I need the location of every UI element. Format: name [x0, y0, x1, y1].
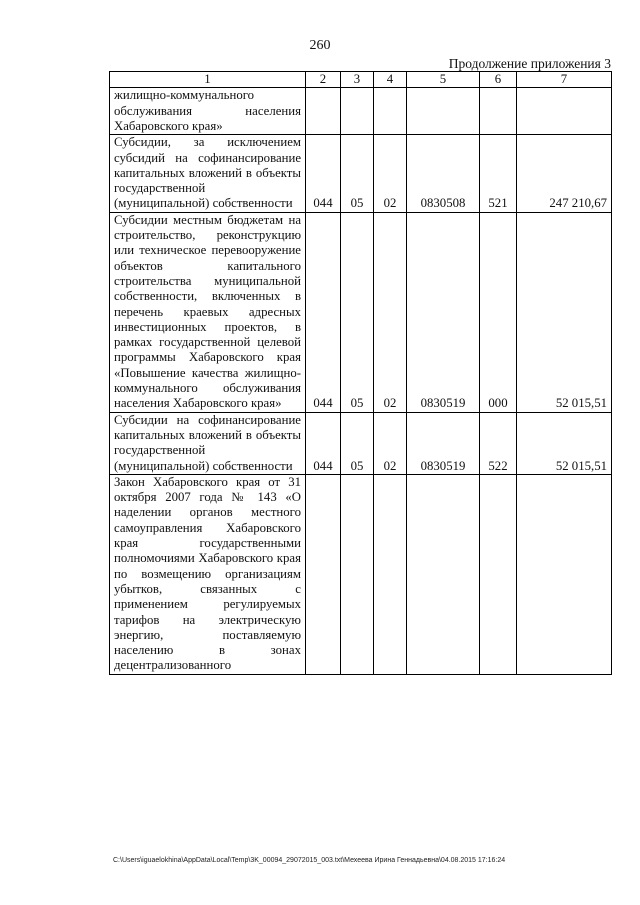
table-row — [110, 212, 612, 412]
header-col-1: 1 — [110, 72, 306, 88]
cell-ministry — [306, 474, 341, 674]
continuation-note: Продолжение приложения 3 — [448, 56, 611, 71]
cell-amount — [517, 88, 612, 135]
table-row — [110, 474, 612, 674]
cell-target-article — [407, 474, 480, 674]
header-col-3: 3 — [341, 72, 374, 88]
cell-subsection: 02 — [374, 212, 407, 412]
cell-target-article: 0830508 — [407, 135, 480, 212]
cell-expense-type: 000 — [480, 212, 517, 412]
cell-amount — [517, 474, 612, 674]
cell-section — [341, 474, 374, 674]
header-col-5: 5 — [407, 72, 480, 88]
header-col-4: 4 — [374, 72, 407, 88]
table-header-row — [110, 72, 612, 88]
cell-ministry: 044 — [306, 412, 341, 474]
cell-amount: 247 210,67 — [517, 135, 612, 212]
header-col-2: 2 — [306, 72, 341, 88]
cell-subsection — [374, 474, 407, 674]
cell-target-article: 0830519 — [407, 412, 480, 474]
header-col-6: 6 — [480, 72, 517, 88]
cell-subsection — [374, 88, 407, 135]
cell-section: 05 — [341, 212, 374, 412]
cell-subsection: 02 — [374, 412, 407, 474]
row-description: Субсидии на софинансирование капитальных вложений в объекты государственной (муниципальной) собственности — [110, 412, 306, 474]
cell-subsection: 02 — [374, 135, 407, 212]
cell-section: 05 — [341, 135, 374, 212]
cell-target-article: 0830519 — [407, 212, 480, 412]
cell-target-article — [407, 88, 480, 135]
cell-expense-type — [480, 474, 517, 674]
row-description: Субсидии, за исключением субсидий на софинансирование капитальных вложений в объекты государственной (муниципальной) собственности — [110, 135, 306, 212]
cell-expense-type: 522 — [480, 412, 517, 474]
cell-section: 05 — [341, 412, 374, 474]
cell-expense-type: 521 — [480, 135, 517, 212]
table-row — [110, 135, 612, 212]
cell-amount: 52 015,51 — [517, 412, 612, 474]
file-path-footer: C:\Users\iguaelokhina\AppData\Local\Temp\3K_00094_29072015_003.txt\Мехеева Ирина Геннадьевна\04.08.2015 17:16:24 — [113, 857, 506, 864]
row-description: Субсидии местным бюджетам на строительство, реконструкцию или техническое перевооружение объектов капитального строительства муниципальной собственности, включенных в перечень краевых адресных инвестиционных проектов, в рамках государственной целевой программы Хабаровского края «Повышение качества жилищно-коммунального обслуживания населения Хабаровского края» — [110, 212, 306, 412]
table-row — [110, 88, 612, 135]
cell-amount: 52 015,51 — [517, 212, 612, 412]
row-description: Закон Хабаровского края от 31 октября 2007 года № 143 «О наделении органов местного самоуправления Хабаровского края государственными полномочиями Хабаровского края по возмещению организациям убытков, связанных с применением регулируемых тарифов на электрическую энергию, поставляемую населению в зонах децентрализованного — [110, 474, 306, 674]
cell-expense-type — [480, 88, 517, 135]
table-row — [110, 412, 612, 474]
header-col-7: 7 — [517, 72, 612, 88]
budget-table — [109, 71, 612, 675]
cell-section — [341, 88, 374, 135]
cell-ministry: 044 — [306, 212, 341, 412]
row-description: жилищно-коммунального обслуживания населения Хабаровского края» — [110, 88, 306, 135]
page-number: 260 — [309, 38, 331, 53]
cell-ministry — [306, 88, 341, 135]
cell-ministry: 044 — [306, 135, 341, 212]
